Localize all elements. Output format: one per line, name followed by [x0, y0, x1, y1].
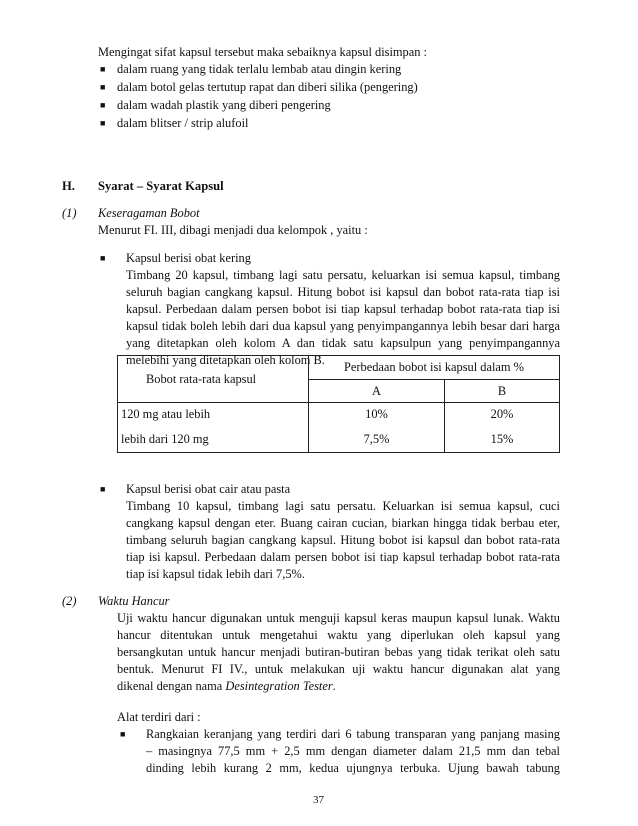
bullet-icon: ■ — [100, 82, 106, 92]
paragraph-line: Rangkaian keranjang yang terdiri dari 6 tabung transparan yang panjang masing — [146, 727, 560, 741]
bullet-icon: ■ — [100, 484, 106, 494]
bullet-icon: ■ — [100, 100, 106, 110]
paragraph-line: bentuk. Menurut FI IV., untuk melakukan uji waktu hancur digunakan alat yang — [117, 662, 560, 676]
sub2-number: (2) — [62, 594, 77, 608]
paragraph-line: cangkang kapsul dengan eter. Buang cairan cucian, biarkan hingga tidak berbau eter, — [126, 516, 560, 530]
paragraph-line: kapsul. Perbedaan dalam persen bobot isi tiap kapsul terhadap bobot rata-rata tiap isi — [126, 302, 560, 316]
sub2-title: Waktu Hancur — [98, 594, 170, 608]
line-suffix: . — [332, 679, 336, 693]
alat-lead: Alat terdiri dari : — [117, 710, 201, 724]
table-cell-b: 15% — [445, 427, 560, 453]
weight-table — [117, 355, 560, 453]
line-prefix: dikenal dengan nama — [117, 679, 226, 693]
paragraph-line: timbang seluruh bagian cangkang kapsul. Hitung bobot isi kapsul dan bobot rata-rata — [126, 533, 560, 547]
table-header-weight: Bobot rata-rata kapsul — [118, 356, 309, 403]
bullet1-title: Kapsul berisi obat kering — [126, 251, 251, 265]
table-cell-a: 10% — [309, 403, 445, 427]
sub1-title: Keseragaman Bobot — [98, 206, 200, 220]
section-title: Syarat – Syarat Kapsul — [98, 179, 224, 193]
list-item: dalam ruang yang tidak terlalu lembab atau dingin kering — [117, 62, 402, 76]
paragraph-line: dinding lebih kurang 2 mm, kedua ujungnya terbuka. Ujung bawah tabung — [146, 761, 560, 775]
section-label: H. — [62, 179, 75, 193]
paragraph-line: – masingnya 77,5 mm + 2,5 mm dengan diameter dalam 21,5 mm dan tebal — [146, 744, 560, 758]
bullet-icon: ■ — [100, 118, 106, 128]
bullet2-title: Kapsul berisi obat cair atau pasta — [126, 482, 291, 496]
paragraph-line: seluruh bagian cangkang kapsul. Hitung bobot isi kapsul dan bobot rata-rata tiap isi — [126, 285, 560, 299]
sub1-lead: Menurut FI. III, dibagi menjadi dua kelompok , yaitu : — [98, 223, 368, 237]
table-cell-b: 20% — [445, 403, 560, 427]
table-cell-weight: 120 mg atau lebih — [118, 403, 309, 427]
device-name: Desintegration Tester — [225, 679, 333, 693]
list-item: dalam blitser / strip alufoil — [117, 116, 249, 130]
table-header-a: A — [309, 380, 445, 403]
bullet-icon: ■ — [100, 64, 106, 74]
list-item: dalam wadah plastik yang diberi pengering — [117, 98, 331, 112]
paragraph-line — [117, 678, 336, 694]
paragraph-line: bersangkutan untuk hancur menjadi butiran-butiran bebas yang tidak terikat oleh satu — [117, 645, 560, 659]
page-number: 37 — [313, 794, 324, 806]
table-row — [118, 403, 560, 427]
table-header-group: Perbedaan bobot isi kapsul dalam % — [309, 356, 560, 380]
paragraph-line: tiap isi kapsul. Perbedaan dalam persen bobot isi tiap kapsul terhadap bobot rata-rata — [126, 550, 560, 564]
table-cell-a: 7,5% — [309, 427, 445, 453]
paragraph-line: yang ditetapkan oleh kolom A dan tidak satu kapsulpun yang penyimpangannya — [126, 336, 560, 350]
paragraph-line: hancur ditentukan untuk mengetahui waktu yang diperlukan oleh kapsul yang — [117, 628, 560, 642]
paragraph-line: kapsul tidak boleh lebih dari dua kapsul yang penyimpangannya lebih besar dari harga — [126, 319, 560, 333]
bullet-icon: ■ — [120, 729, 126, 739]
storage-intro: Mengingat sifat kapsul tersebut maka sebaiknya kapsul disimpan : — [98, 45, 427, 59]
bullet-icon: ■ — [100, 253, 106, 263]
list-item: dalam botol gelas tertutup rapat dan diberi silika (pengering) — [117, 80, 418, 94]
sub1-number: (1) — [62, 206, 77, 220]
table-header-b: B — [445, 380, 560, 403]
paragraph-line: Timbang 10 kapsul, timbang lagi satu persatu. Keluarkan isi semua kapsul, cuci — [126, 499, 560, 513]
paragraph-line: melebihi yang ditetapkan oleh kolom B. — [126, 353, 325, 367]
paragraph-line: tiap isi kapsul tidak lebih dari 7,5%. — [126, 567, 305, 581]
paragraph-line: Timbang 20 kapsul, timbang lagi satu persatu, keluarkan isi semua kapsul, timbang — [126, 268, 560, 282]
table-row — [118, 427, 560, 453]
table-cell-weight: lebih dari 120 mg — [118, 427, 309, 453]
paragraph-line: Uji waktu hancur digunakan untuk menguji kapsul keras maupun kapsul lunak. Waktu — [117, 611, 560, 625]
